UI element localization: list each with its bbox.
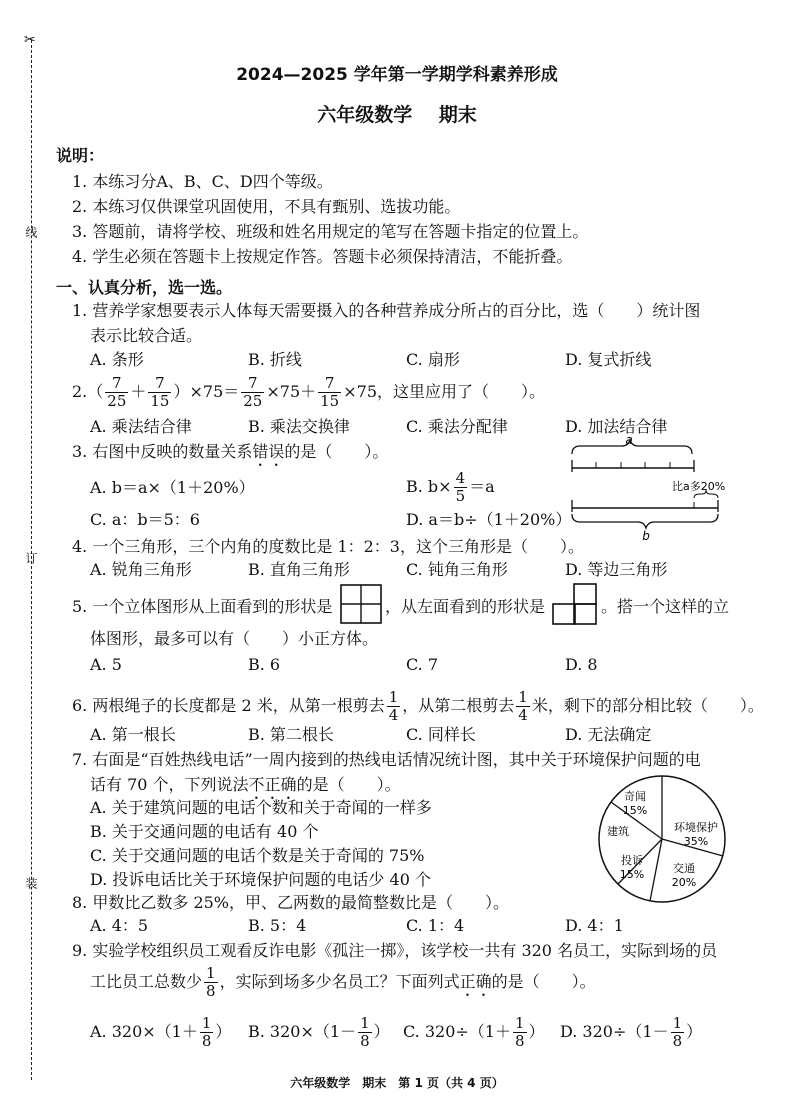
q8-text: 8. 甲数比乙数多 25%，甲、乙两数的最简整数比是（ ）。 [72, 893, 510, 912]
page-subtitle: 六年级数学 期末 [317, 104, 477, 126]
pie-value: 20% [671, 876, 697, 889]
q2-option-a[interactable]: A. 乘法结合律 [90, 417, 192, 436]
binding-label-mid: 订 [24, 552, 38, 564]
q3-option-a[interactable]: A. b＝a×（1＋20%） [90, 478, 255, 497]
section-heading: 一、认真分析，选一选。 [56, 278, 233, 297]
q7-option-c[interactable]: C. 关于交通问题的电话个数是关于奇闻的 75% [90, 846, 425, 865]
instruction-item: 1. 本练习分A、B、C、D四个等级。 [72, 172, 333, 191]
q9-option-a[interactable]: A. 320×（1＋ $\frac{1}{8}$ ） [90, 1014, 232, 1050]
q6-option-a[interactable]: A. 第一根长 [90, 725, 176, 744]
q7-text-line1: 7. 右面是“百姓热线电话”一周内接到的热线电话情况统计图，其中关于环境保护问题的电 [72, 750, 701, 769]
q2-text: 2.（ $\frac{7}{25}$ ＋ $\frac{7}{15}$ ）×75＝ $\frac{7}{25}$ ×75＋ $\frac{7}{15}$ ×75，这里应用了（ ）。 [72, 374, 546, 410]
instruction-item: 4. 学生必须在答题卡上按规定作答。答题卡必须保持清洁，不能折叠。 [72, 247, 573, 266]
q1-option-c[interactable]: C. 扇形 [406, 350, 460, 369]
q1-option-d[interactable]: D. 复式折线 [565, 350, 652, 369]
pie-value: 35% [683, 835, 709, 848]
q9-option-d[interactable]: D. 320÷（1－ $\frac{1}{8}$ ） [560, 1014, 703, 1050]
label-more: 比a多20% [672, 480, 726, 493]
q1-option-a[interactable]: A. 条形 [90, 350, 144, 369]
pie-value: 15% [622, 804, 648, 817]
q7-text-line2: 话有 70 个，下列说法不正确的是（ ）。 [90, 775, 401, 794]
q6-option-b[interactable]: B. 第二根长 [248, 725, 334, 744]
binding-label-bottom: 装 [24, 877, 38, 889]
q9-text-line2: 工比员工总数少 $\frac{1}{8}$ ，实际到场多少名员工？下面列式正确的是（ ）。 [90, 964, 596, 1000]
q3-option-b[interactable]: B. b× $\frac{4}{5}$ ＝a [406, 469, 495, 505]
left-view-figure [552, 582, 600, 626]
q8-option-b[interactable]: B. 5：4 [248, 916, 307, 935]
q8-option-a[interactable]: A. 4：5 [90, 916, 149, 935]
q7-option-d[interactable]: D. 投诉电话比关于环境保护问题的电话少 40 个 [90, 870, 431, 889]
q6-text: 6. 两根绳子的长度都是 2 米，从第一根剪去 $\frac{1}{4}$ ，从第二根剪去 $\frac{1}{4}$ 米，剩下的部分相比较（ ）。 [72, 688, 764, 724]
instruction-item: 3. 答题前，请将学校、班级和姓名用规定的笔写在答题卡指定的位置上。 [72, 222, 589, 241]
q4-option-a[interactable]: A. 锐角三角形 [90, 560, 192, 579]
q3-text: 3. 右图中反映的数量关系错误的是（ ）。 [72, 442, 389, 461]
instructions-heading: 说明： [56, 146, 105, 165]
pie-label: 交通 [673, 862, 695, 875]
q3-option-c[interactable]: C. a：b＝5：6 [90, 510, 200, 529]
instruction-item: 2. 本练习仅供课堂巩固使用，不具有甄别、选拔功能。 [72, 197, 461, 216]
q9-text-line1: 9. 实验学校组织员工观看反诈电影《孤注一掷》，该学校一共有 320 名员工，实际到场的员 [72, 941, 718, 960]
q6-option-c[interactable]: C. 同样长 [406, 725, 476, 744]
q3-option-d[interactable]: D. a＝b÷（1＋20%） [406, 510, 572, 529]
label-b: b [642, 529, 650, 542]
page-footer: 六年级数学 期末 第 1 页（共 4 页） [290, 1076, 504, 1090]
q5-option-a[interactable]: A. 5 [90, 655, 122, 674]
pie-label: 建筑 [607, 825, 629, 838]
q5-option-b[interactable]: B. 6 [248, 655, 281, 674]
q4-option-b[interactable]: B. 直角三角形 [248, 560, 350, 579]
q4-option-d[interactable]: D. 等边三角形 [565, 560, 668, 579]
top-view-figure [340, 584, 384, 626]
pie-label: 环境保护 [674, 821, 718, 834]
pie-label: 奇闻 [624, 790, 646, 803]
q8-option-d[interactable]: D. 4：1 [565, 916, 624, 935]
q5-text-post: 。搭一个这样的立 [601, 597, 730, 616]
q5-option-d[interactable]: D. 8 [565, 655, 598, 674]
q1-option-b[interactable]: B. 折线 [248, 350, 302, 369]
pie-value: 15% [619, 868, 645, 881]
q8-option-c[interactable]: C. 1：4 [406, 916, 465, 935]
page-title: 2024—2025 学年第一学期学科素养形成 [236, 65, 558, 85]
q5-text-line2: 体图形，最多可以有（ ）小正方体。 [90, 629, 379, 648]
q2-option-b[interactable]: B. 乘法交换律 [248, 417, 350, 436]
q7-pie-chart [592, 773, 732, 905]
q7-option-a[interactable]: A. 关于建筑问题的电话个数和关于奇闻的一样多 [90, 798, 432, 817]
q2-option-d[interactable]: D. 加法结合律 [565, 417, 668, 436]
q4-text: 4. 一个三角形，三个内角的度数比是 1：2：3，这个三角形是（ ）。 [72, 537, 584, 556]
q1-text-line1: 1. 营养学家想要表示人体每天需要摄入的各种营养成分所占的百分比，选（ ）统计图 [72, 301, 701, 320]
q5-text-pre: 5. 一个立体图形从上面看到的形状是 [72, 597, 333, 616]
q9-option-c[interactable]: C. 320÷（1＋ $\frac{1}{8}$ ） [403, 1014, 545, 1050]
label-a: a [625, 434, 633, 447]
binding-label-top: 线 [24, 226, 38, 238]
q3-segment-diagram [566, 434, 742, 542]
q5-option-c[interactable]: C. 7 [406, 655, 439, 674]
pie-label: 投诉 [621, 854, 643, 867]
q7-option-b[interactable]: B. 关于交通问题的电话有 40 个 [90, 822, 319, 841]
q1-text-line2: 表示比较合适。 [90, 326, 203, 345]
scissors-icon: ✂ [24, 32, 36, 48]
q2-option-c[interactable]: C. 乘法分配律 [406, 417, 508, 436]
q5-text-mid: ，从左面看到的形状是 [385, 597, 546, 616]
q6-option-d[interactable]: D. 无法确定 [565, 725, 652, 744]
q9-option-b[interactable]: B. 320×（1－ $\frac{1}{8}$ ） [248, 1014, 390, 1050]
q4-option-c[interactable]: C. 钝角三角形 [406, 560, 508, 579]
